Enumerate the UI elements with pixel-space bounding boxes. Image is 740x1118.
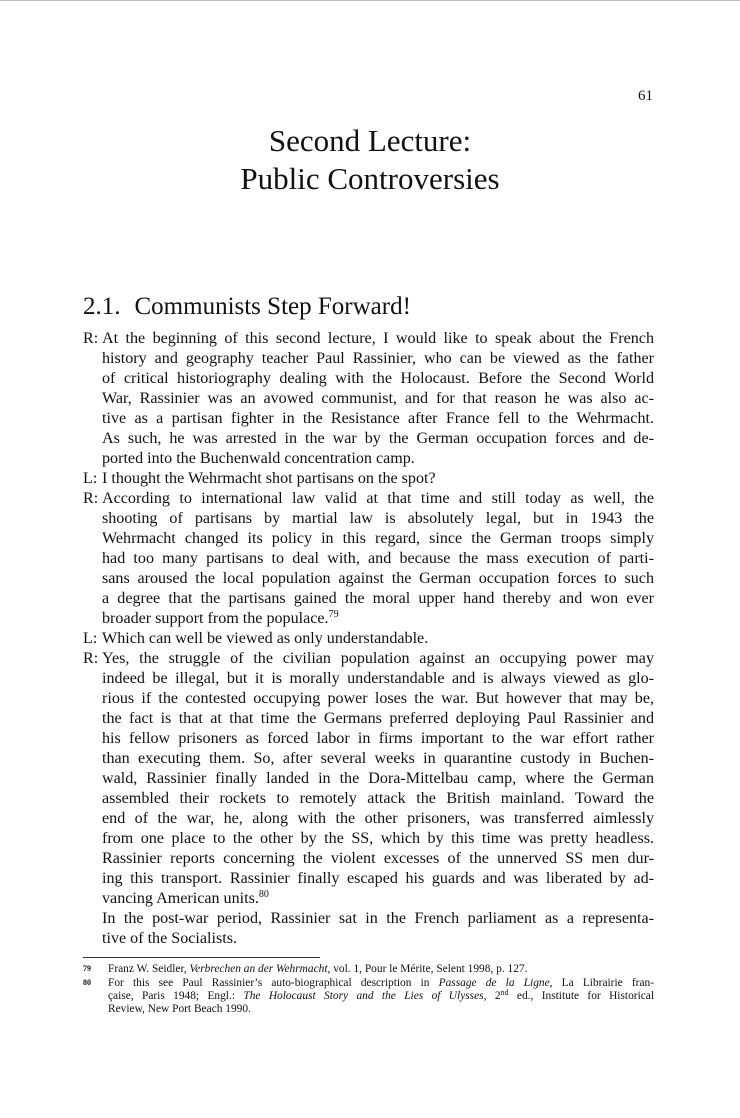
dialogue-turn-r2 [83,489,654,629]
dialogue-turn-r3 [83,649,654,949]
turn-text [102,329,654,469]
text-line: Yes, the struggle of the civilian population against an occupying power may [102,650,654,667]
page-top-border [0,0,740,1]
footnote-mark: 79 [83,964,91,973]
text-line-content: vancing American units. [102,890,259,907]
text-line: ing this transport. Rassinier finally escaped his guards and was liberated by ad- [102,870,654,887]
footnote-text-segment: For this see Paul Rassinier’s auto-biographical description in [108,977,439,989]
dialogue-turn-l1 [83,469,654,489]
footnote-ref-80[interactable]: 80 [258,889,269,900]
text-line: Wehrmacht changed its policy in this regard, since the German troops simply [102,530,654,547]
footnote-line [108,977,654,990]
text-line: Which can well be viewed as only understandable. [102,630,429,647]
speaker-label: L: [83,630,98,647]
section-heading [83,293,411,321]
text-line: tive as a partisan fighter in the Resistance after France fell to the Wehrmacht. [102,410,654,427]
text-line: shooting of partisans by martial law is absolutely legal, but in 1943 the [102,510,654,527]
turn-text [102,649,654,949]
text-line: As such, he was arrested in the war by the German occupation forces and de- [102,430,654,447]
text-line [102,609,654,629]
section-number: 2.1. [83,293,121,320]
text-line: According to international law valid at that time and still today as well, the [102,490,654,507]
turn-text [102,489,654,629]
speaker-label: R: [83,490,99,507]
footnote-text-segment: , 2 [483,990,501,1002]
footnote-line [108,990,654,1003]
text-line: sans aroused the local population against the German occupation forces to such [102,570,654,587]
ordinal-superscript: nd [500,988,509,997]
footnote-italic-title: The Holocaust Story and the Lies of Ulysses [243,990,484,1002]
speaker-label: L: [83,470,98,487]
footnote-text-segment: Franz W. Seidler, [108,963,190,975]
text-line: War, Rassinier was an avowed communist, and for that reason he was also ac- [102,390,654,407]
text-line: had too many partisans to deal with, and because the mass execution of parti- [102,550,654,567]
text-line: In the post-war period, Rassinier sat in the French parliament as a representa- [102,910,654,927]
footnote-text [108,977,654,1016]
footnote-ref-79[interactable]: 79 [328,609,339,620]
text-line: assembled their rockets to remotely attack the British mainland. Toward the [102,790,654,807]
text-line: of critical historiography dealing with the Holocaust. Before the Second World [102,370,654,387]
turn-text [102,469,654,489]
text-line: Rassinier reports concerning the violent excesses of the unnerved SS men dur- [102,850,654,867]
dialogue-turn-r1 [83,329,654,469]
section-title: Communists Step Forward! [134,293,411,320]
dialogue-body [83,329,654,949]
text-line: At the beginning of this second lecture, I would like to speak about the French [102,330,654,347]
footnote-text [108,963,654,976]
footnote-divider [83,957,320,958]
text-line: tive of the Socialists. [102,930,237,947]
text-line: a degree that the partisans gained the moral upper hand thereby and won ever [102,590,654,607]
text-line: ported into the Buchenwald concentration camp. [102,450,415,467]
text-line: than executing them. So, after several weeks in quarantine custody in Buchen- [102,750,654,767]
text-line: his fellow prisoners as forced labor in firms important to the war effort rather [102,730,654,747]
text-line: wald, Rassinier finally landed in the Dora-Mittelbau camp, where the German [102,770,654,787]
footnote-79 [83,963,654,976]
turn-text [102,629,654,649]
footnote-line [108,963,654,976]
footnote-text-segment: çaise, Paris 1948; Engl.: [108,990,244,1002]
chapter-title [0,122,740,198]
footnote-italic-title: Passage de la Ligne [438,977,550,989]
text-line-content: broader support from the populace. [102,610,329,627]
text-line: I thought the Wehrmacht shot partisans on the spot? [102,470,436,487]
text-line: end of the war, he, along with the other prisoners, was transferred aimlessly [102,810,654,827]
text-line: from one place to the other by the SS, which by this time was pretty headless. [102,830,654,847]
text-line: the fact is that at that time the Germans preferred deploying Paul Rassinier and [102,710,654,727]
dialogue-turn-l2 [83,629,654,649]
text-line: history and geography teacher Paul Rassinier, who can be viewed as the father [102,350,654,367]
footnote-italic-title: Verbrechen an der Wehrmacht [189,963,328,975]
footnote-text-segment: , La Librairie fran- [549,977,654,989]
footnote-text-segment: ed., Institute for Historical [508,990,655,1002]
chapter-title-line-2: Public Controversies [240,161,500,196]
text-line: indeed be illegal, but it is morally understandable and is always viewed as glo- [102,670,654,687]
chapter-title-line-1: Second Lecture: [268,123,472,158]
speaker-label: R: [83,330,99,347]
text-line [102,889,654,909]
footnotes [83,963,654,1017]
speaker-label: R: [83,650,99,667]
text-line: rious if the contested occupying power loses the war. But however that may be, [102,690,654,707]
footnote-mark: 80 [83,978,91,987]
page-number: 61 [638,88,653,104]
footnote-80 [83,977,654,1016]
footnote-line: Review, New Port Beach 1990. [108,1003,251,1015]
footnote-text-segment: , vol. 1, Pour le Mérite, Selent 1998, p. 127. [327,963,528,975]
